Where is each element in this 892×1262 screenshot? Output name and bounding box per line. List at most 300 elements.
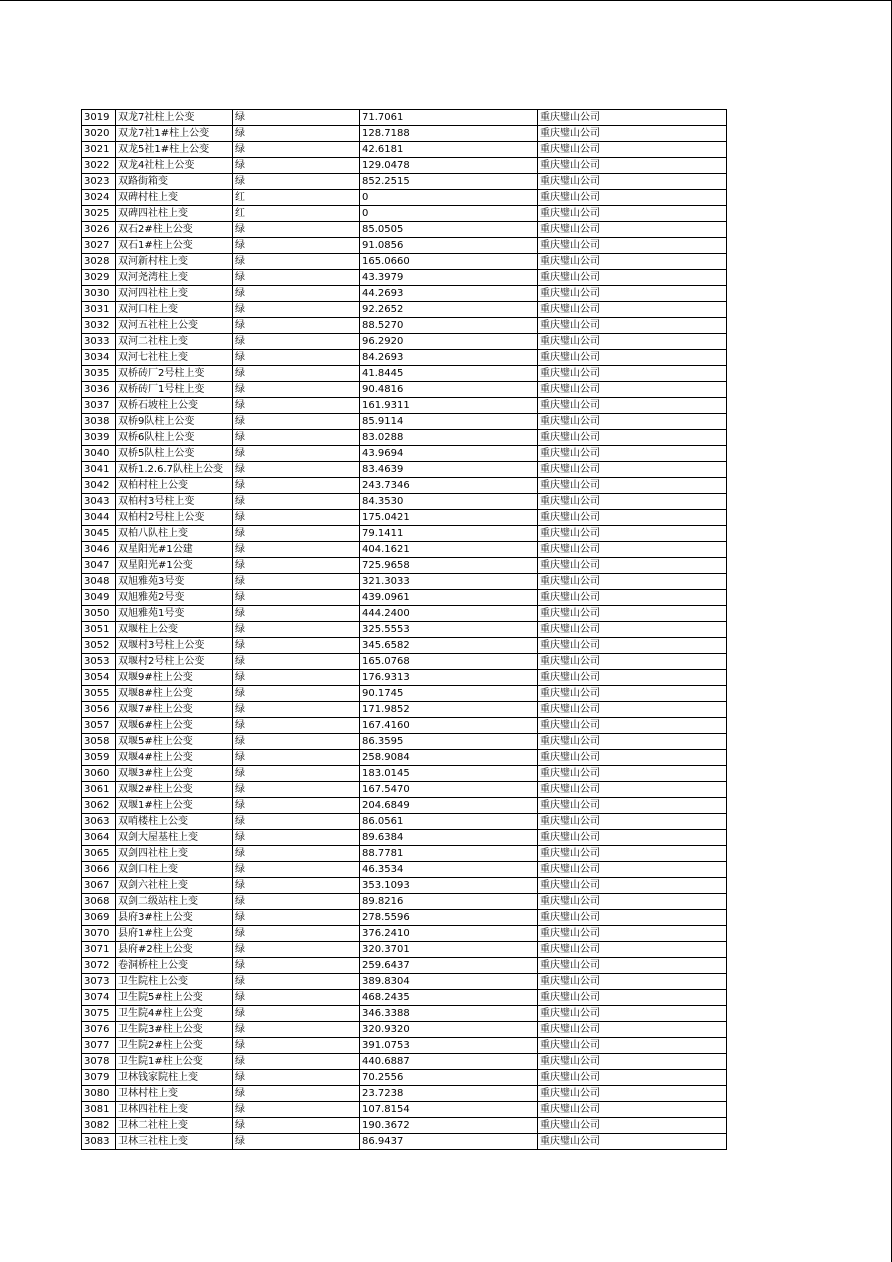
table-row: [82, 670, 727, 686]
transformer-name-cell: 双堰9#柱上公变: [116, 670, 233, 686]
company-cell: 重庆璧山公司: [538, 158, 727, 174]
company-cell: 重庆璧山公司: [538, 318, 727, 334]
status-cell: 绿: [233, 1134, 360, 1150]
status-cell: 绿: [233, 942, 360, 958]
row-id-cell: 3073: [82, 974, 116, 990]
company-cell: 重庆璧山公司: [538, 974, 727, 990]
value-cell: 345.6582: [360, 638, 538, 654]
company-cell: 重庆璧山公司: [538, 942, 727, 958]
value-cell: 88.7781: [360, 846, 538, 862]
row-id-cell: 3056: [82, 702, 116, 718]
row-id-cell: 3042: [82, 478, 116, 494]
status-cell: 绿: [233, 1054, 360, 1070]
table-row: [82, 110, 727, 126]
status-cell: 绿: [233, 862, 360, 878]
value-cell: 46.3534: [360, 862, 538, 878]
transformer-name-cell: 县府3#柱上公变: [116, 910, 233, 926]
value-cell: 83.4639: [360, 462, 538, 478]
company-cell: 重庆璧山公司: [538, 350, 727, 366]
company-cell: 重庆璧山公司: [538, 670, 727, 686]
row-id-cell: 3031: [82, 302, 116, 318]
value-cell: 89.6384: [360, 830, 538, 846]
status-cell: 绿: [233, 1038, 360, 1054]
table-row: [82, 750, 727, 766]
status-cell: 绿: [233, 878, 360, 894]
row-id-cell: 3024: [82, 190, 116, 206]
transformer-name-cell: 双桥6队柱上公变: [116, 430, 233, 446]
value-cell: 321.3033: [360, 574, 538, 590]
transformer-name-cell: 双河七社柱上变: [116, 350, 233, 366]
transformer-name-cell: 双堰柱上公变: [116, 622, 233, 638]
status-cell: 绿: [233, 750, 360, 766]
status-cell: 绿: [233, 846, 360, 862]
company-cell: 重庆璧山公司: [538, 910, 727, 926]
transformer-name-cell: 双河尧湾柱上变: [116, 270, 233, 286]
table-row: [82, 158, 727, 174]
row-id-cell: 3055: [82, 686, 116, 702]
table-row: [82, 398, 727, 414]
table-row: [82, 926, 727, 942]
table-row: [82, 718, 727, 734]
transformer-name-cell: 双堰5#柱上公变: [116, 734, 233, 750]
row-id-cell: 3076: [82, 1022, 116, 1038]
transformer-name-cell: 双堰2#柱上公变: [116, 782, 233, 798]
company-cell: 重庆璧山公司: [538, 206, 727, 222]
status-cell: 绿: [233, 798, 360, 814]
value-cell: 89.8216: [360, 894, 538, 910]
company-cell: 重庆璧山公司: [538, 190, 727, 206]
value-cell: 444.2400: [360, 606, 538, 622]
transformer-name-cell: 双龙4社柱上公变: [116, 158, 233, 174]
table-row: [82, 910, 727, 926]
company-cell: 重庆璧山公司: [538, 398, 727, 414]
row-id-cell: 3081: [82, 1102, 116, 1118]
transformer-name-cell: 双路街箱变: [116, 174, 233, 190]
row-id-cell: 3078: [82, 1054, 116, 1070]
row-id-cell: 3065: [82, 846, 116, 862]
value-cell: 43.9694: [360, 446, 538, 462]
transformer-name-cell: 双堰1#柱上公变: [116, 798, 233, 814]
company-cell: 重庆璧山公司: [538, 1070, 727, 1086]
status-cell: 绿: [233, 718, 360, 734]
value-cell: 259.6437: [360, 958, 538, 974]
row-id-cell: 3036: [82, 382, 116, 398]
transformer-name-cell: 双星阳光#1公建: [116, 542, 233, 558]
value-cell: 129.0478: [360, 158, 538, 174]
row-id-cell: 3048: [82, 574, 116, 590]
transformer-name-cell: 双河五社柱上公变: [116, 318, 233, 334]
company-cell: 重庆璧山公司: [538, 414, 727, 430]
status-cell: 绿: [233, 638, 360, 654]
company-cell: 重庆璧山公司: [538, 126, 727, 142]
transformer-name-cell: 双剑六社柱上变: [116, 878, 233, 894]
transformer-name-cell: 双剑大屋基柱上变: [116, 830, 233, 846]
value-cell: 389.8304: [360, 974, 538, 990]
status-cell: 绿: [233, 782, 360, 798]
value-cell: 91.0856: [360, 238, 538, 254]
table-row: [82, 1118, 727, 1134]
company-cell: 重庆璧山公司: [538, 142, 727, 158]
transformer-name-cell: 双堰3#柱上公变: [116, 766, 233, 782]
company-cell: 重庆璧山公司: [538, 1086, 727, 1102]
row-id-cell: 3020: [82, 126, 116, 142]
status-cell: 绿: [233, 430, 360, 446]
company-cell: 重庆璧山公司: [538, 1118, 727, 1134]
data-table: [81, 109, 727, 1150]
status-cell: 绿: [233, 1118, 360, 1134]
status-cell: 绿: [233, 606, 360, 622]
status-cell: 绿: [233, 478, 360, 494]
company-cell: 重庆璧山公司: [538, 526, 727, 542]
value-cell: 23.7238: [360, 1086, 538, 1102]
company-cell: 重庆璧山公司: [538, 254, 727, 270]
row-id-cell: 3019: [82, 110, 116, 126]
page-top-border: [0, 0, 892, 1]
value-cell: 183.0145: [360, 766, 538, 782]
table-row: [82, 350, 727, 366]
company-cell: 重庆璧山公司: [538, 334, 727, 350]
value-cell: 84.2693: [360, 350, 538, 366]
row-id-cell: 3070: [82, 926, 116, 942]
row-id-cell: 3050: [82, 606, 116, 622]
status-cell: 绿: [233, 446, 360, 462]
row-id-cell: 3074: [82, 990, 116, 1006]
value-cell: 175.0421: [360, 510, 538, 526]
value-cell: 90.4816: [360, 382, 538, 398]
status-cell: 绿: [233, 286, 360, 302]
transformer-name-cell: 双剑二级站柱上变: [116, 894, 233, 910]
status-cell: 绿: [233, 1102, 360, 1118]
row-id-cell: 3032: [82, 318, 116, 334]
row-id-cell: 3080: [82, 1086, 116, 1102]
value-cell: 107.8154: [360, 1102, 538, 1118]
table-row: [82, 382, 727, 398]
company-cell: 重庆璧山公司: [538, 798, 727, 814]
table-row: [82, 174, 727, 190]
value-cell: 128.7188: [360, 126, 538, 142]
table-row: [82, 526, 727, 542]
transformer-name-cell: 双柏村3号柱上变: [116, 494, 233, 510]
status-cell: 绿: [233, 622, 360, 638]
status-cell: 绿: [233, 174, 360, 190]
company-cell: 重庆璧山公司: [538, 654, 727, 670]
table-row: [82, 286, 727, 302]
company-cell: 重庆璧山公司: [538, 686, 727, 702]
table-row: [82, 1086, 727, 1102]
status-cell: 绿: [233, 398, 360, 414]
company-cell: 重庆璧山公司: [538, 782, 727, 798]
company-cell: 重庆璧山公司: [538, 222, 727, 238]
table-row: [82, 1006, 727, 1022]
row-id-cell: 3051: [82, 622, 116, 638]
value-cell: 90.1745: [360, 686, 538, 702]
value-cell: 439.0961: [360, 590, 538, 606]
company-cell: 重庆璧山公司: [538, 878, 727, 894]
table-row: [82, 958, 727, 974]
status-cell: 绿: [233, 110, 360, 126]
status-cell: 绿: [233, 510, 360, 526]
value-cell: 353.1093: [360, 878, 538, 894]
row-id-cell: 3033: [82, 334, 116, 350]
transformer-name-cell: 双哨楼柱上公变: [116, 814, 233, 830]
status-cell: 绿: [233, 974, 360, 990]
table-row: [82, 142, 727, 158]
table-row: [82, 782, 727, 798]
table-row: [82, 638, 727, 654]
value-cell: 167.5470: [360, 782, 538, 798]
row-id-cell: 3062: [82, 798, 116, 814]
row-id-cell: 3044: [82, 510, 116, 526]
status-cell: 绿: [233, 270, 360, 286]
status-cell: 绿: [233, 1070, 360, 1086]
value-cell: 86.3595: [360, 734, 538, 750]
transformer-name-cell: 双桥石坡柱上公变: [116, 398, 233, 414]
table-row: [82, 270, 727, 286]
company-cell: 重庆璧山公司: [538, 1006, 727, 1022]
value-cell: 84.3530: [360, 494, 538, 510]
company-cell: 重庆璧山公司: [538, 462, 727, 478]
transformer-name-cell: 卷洞桥柱上公变: [116, 958, 233, 974]
row-id-cell: 3053: [82, 654, 116, 670]
transformer-name-cell: 卫生院柱上公变: [116, 974, 233, 990]
table-row: [82, 590, 727, 606]
row-id-cell: 3039: [82, 430, 116, 446]
company-cell: 重庆璧山公司: [538, 862, 727, 878]
row-id-cell: 3045: [82, 526, 116, 542]
table-row: [82, 878, 727, 894]
row-id-cell: 3071: [82, 942, 116, 958]
row-id-cell: 3061: [82, 782, 116, 798]
table-row: [82, 846, 727, 862]
table-row: [82, 510, 727, 526]
transformer-name-cell: 双柏村柱上公变: [116, 478, 233, 494]
transformer-name-cell: 双碑四社柱上变: [116, 206, 233, 222]
transformer-name-cell: 双星阳光#1公变: [116, 558, 233, 574]
row-id-cell: 3069: [82, 910, 116, 926]
transformer-name-cell: 双堰村3号柱上公变: [116, 638, 233, 654]
value-cell: 43.3979: [360, 270, 538, 286]
company-cell: 重庆璧山公司: [538, 238, 727, 254]
table-row: [82, 414, 727, 430]
value-cell: 0: [360, 190, 538, 206]
value-cell: 320.3701: [360, 942, 538, 958]
row-id-cell: 3029: [82, 270, 116, 286]
transformer-name-cell: 双堰村2号柱上公变: [116, 654, 233, 670]
status-cell: 绿: [233, 734, 360, 750]
table-row: [82, 798, 727, 814]
table-body: [82, 110, 727, 1150]
transformer-name-cell: 卫林钱家院柱上变: [116, 1070, 233, 1086]
table-row: [82, 894, 727, 910]
table-row: [82, 942, 727, 958]
row-id-cell: 3075: [82, 1006, 116, 1022]
status-cell: 绿: [233, 926, 360, 942]
company-cell: 重庆璧山公司: [538, 718, 727, 734]
table-row: [82, 1054, 727, 1070]
row-id-cell: 3064: [82, 830, 116, 846]
table-row: [82, 1038, 727, 1054]
value-cell: 325.5553: [360, 622, 538, 638]
table-row: [82, 814, 727, 830]
company-cell: 重庆璧山公司: [538, 606, 727, 622]
row-id-cell: 3058: [82, 734, 116, 750]
row-id-cell: 3059: [82, 750, 116, 766]
transformer-name-cell: 双龙5社1#柱上公变: [116, 142, 233, 158]
value-cell: 0: [360, 206, 538, 222]
table-row: [82, 830, 727, 846]
table-row: [82, 478, 727, 494]
table-row: [82, 206, 727, 222]
transformer-name-cell: 双石1#柱上公变: [116, 238, 233, 254]
row-id-cell: 3066: [82, 862, 116, 878]
table-row: [82, 366, 727, 382]
transformer-name-cell: 双龙7社1#柱上公变: [116, 126, 233, 142]
value-cell: 852.2515: [360, 174, 538, 190]
table-row: [82, 558, 727, 574]
company-cell: 重庆璧山公司: [538, 734, 727, 750]
row-id-cell: 3068: [82, 894, 116, 910]
status-cell: 绿: [233, 830, 360, 846]
table-row: [82, 1134, 727, 1150]
row-id-cell: 3077: [82, 1038, 116, 1054]
row-id-cell: 3034: [82, 350, 116, 366]
value-cell: 190.3672: [360, 1118, 538, 1134]
table-row: [82, 574, 727, 590]
value-cell: 376.2410: [360, 926, 538, 942]
value-cell: 176.9313: [360, 670, 538, 686]
company-cell: 重庆璧山公司: [538, 1054, 727, 1070]
transformer-name-cell: 双剑四社柱上变: [116, 846, 233, 862]
row-id-cell: 3052: [82, 638, 116, 654]
table-row: [82, 1070, 727, 1086]
company-cell: 重庆璧山公司: [538, 270, 727, 286]
row-id-cell: 3037: [82, 398, 116, 414]
row-id-cell: 3082: [82, 1118, 116, 1134]
transformer-name-cell: 双堰8#柱上公变: [116, 686, 233, 702]
transformer-name-cell: 双河口柱上变: [116, 302, 233, 318]
status-cell: 绿: [233, 542, 360, 558]
table-row: [82, 974, 727, 990]
row-id-cell: 3026: [82, 222, 116, 238]
transformer-name-cell: 双堰4#柱上公变: [116, 750, 233, 766]
status-cell: 绿: [233, 238, 360, 254]
status-cell: 绿: [233, 350, 360, 366]
table-row: [82, 990, 727, 1006]
table-row: [82, 1102, 727, 1118]
status-cell: 红: [233, 190, 360, 206]
value-cell: 70.2556: [360, 1070, 538, 1086]
value-cell: 346.3388: [360, 1006, 538, 1022]
value-cell: 96.2920: [360, 334, 538, 350]
transformer-name-cell: 双堰7#柱上公变: [116, 702, 233, 718]
table-row: [82, 462, 727, 478]
row-id-cell: 3021: [82, 142, 116, 158]
company-cell: 重庆璧山公司: [538, 110, 727, 126]
table-row: [82, 1022, 727, 1038]
table-row: [82, 606, 727, 622]
value-cell: 86.0561: [360, 814, 538, 830]
status-cell: 绿: [233, 126, 360, 142]
value-cell: 161.9311: [360, 398, 538, 414]
value-cell: 71.7061: [360, 110, 538, 126]
value-cell: 258.9084: [360, 750, 538, 766]
transformer-name-cell: 卫林二社柱上变: [116, 1118, 233, 1134]
value-cell: 165.0660: [360, 254, 538, 270]
table-row: [82, 702, 727, 718]
transformer-name-cell: 双桥5队柱上公变: [116, 446, 233, 462]
company-cell: 重庆璧山公司: [538, 302, 727, 318]
table-row: [82, 318, 727, 334]
company-cell: 重庆璧山公司: [538, 366, 727, 382]
company-cell: 重庆璧山公司: [538, 990, 727, 1006]
row-id-cell: 3057: [82, 718, 116, 734]
company-cell: 重庆璧山公司: [538, 446, 727, 462]
status-cell: 绿: [233, 302, 360, 318]
company-cell: 重庆璧山公司: [538, 510, 727, 526]
status-cell: 绿: [233, 366, 360, 382]
status-cell: 绿: [233, 1006, 360, 1022]
table-row: [82, 542, 727, 558]
table-row: [82, 494, 727, 510]
transformer-name-cell: 卫生院3#柱上公变: [116, 1022, 233, 1038]
status-cell: 绿: [233, 990, 360, 1006]
company-cell: 重庆璧山公司: [538, 478, 727, 494]
value-cell: 320.9320: [360, 1022, 538, 1038]
transformer-name-cell: 卫林三社柱上变: [116, 1134, 233, 1150]
value-cell: 79.1411: [360, 526, 538, 542]
value-cell: 44.2693: [360, 286, 538, 302]
company-cell: 重庆璧山公司: [538, 638, 727, 654]
transformer-name-cell: 卫生院1#柱上公变: [116, 1054, 233, 1070]
status-cell: 绿: [233, 254, 360, 270]
transformer-name-cell: 双旭雅苑1号变: [116, 606, 233, 622]
company-cell: 重庆璧山公司: [538, 382, 727, 398]
row-id-cell: 3072: [82, 958, 116, 974]
company-cell: 重庆璧山公司: [538, 174, 727, 190]
row-id-cell: 3054: [82, 670, 116, 686]
status-cell: 绿: [233, 894, 360, 910]
company-cell: 重庆璧山公司: [538, 894, 727, 910]
status-cell: 绿: [233, 574, 360, 590]
value-cell: 243.7346: [360, 478, 538, 494]
company-cell: 重庆璧山公司: [538, 1102, 727, 1118]
table-row: [82, 862, 727, 878]
transformer-name-cell: 卫生院5#柱上公变: [116, 990, 233, 1006]
table-row: [82, 654, 727, 670]
status-cell: 绿: [233, 670, 360, 686]
row-id-cell: 3041: [82, 462, 116, 478]
transformer-name-cell: 双旭雅苑2号变: [116, 590, 233, 606]
value-cell: 86.9437: [360, 1134, 538, 1150]
table-row: [82, 190, 727, 206]
company-cell: 重庆璧山公司: [538, 846, 727, 862]
company-cell: 重庆璧山公司: [538, 830, 727, 846]
status-cell: 绿: [233, 558, 360, 574]
company-cell: 重庆璧山公司: [538, 430, 727, 446]
transformer-name-cell: 双柏村2号柱上公变: [116, 510, 233, 526]
status-cell: 绿: [233, 654, 360, 670]
transformer-name-cell: 双桥砖厂1号柱上变: [116, 382, 233, 398]
value-cell: 440.6887: [360, 1054, 538, 1070]
transformer-name-cell: 双桥9队柱上公变: [116, 414, 233, 430]
status-cell: 绿: [233, 494, 360, 510]
row-id-cell: 3047: [82, 558, 116, 574]
status-cell: 绿: [233, 222, 360, 238]
company-cell: 重庆璧山公司: [538, 958, 727, 974]
transformer-name-cell: 双剑口柱上变: [116, 862, 233, 878]
status-cell: 红: [233, 206, 360, 222]
value-cell: 725.9658: [360, 558, 538, 574]
